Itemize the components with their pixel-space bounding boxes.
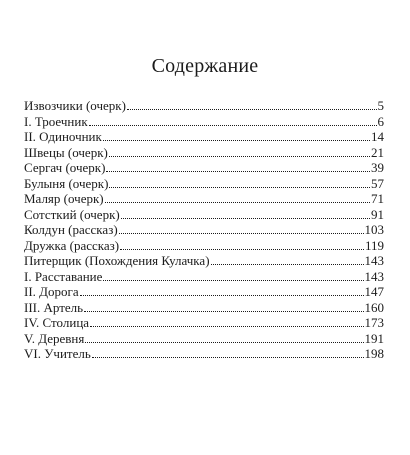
toc-entry-page: 14 — [371, 129, 384, 144]
dot-leader — [90, 326, 363, 327]
dot-leader — [105, 202, 370, 203]
dot-leader — [92, 357, 364, 358]
toc-entry-page: 143 — [364, 253, 384, 268]
toc-entry-page: 57 — [371, 175, 384, 191]
toc-entry-page: 147 — [364, 284, 384, 299]
toc-entry-page: 160 — [364, 299, 384, 315]
toc-entry — [24, 129, 384, 145]
toc-entry-page: 71 — [371, 191, 384, 206]
toc-entry-title: I. Расставание — [24, 268, 103, 284]
toc-entry-title: III. Артель — [24, 299, 84, 315]
toc-entry — [24, 331, 384, 347]
dot-leader — [89, 125, 377, 126]
toc-entry-title: Швецы (очерк) — [24, 144, 108, 160]
dot-leader — [103, 280, 363, 281]
dot-leader — [84, 311, 363, 312]
toc-entry — [24, 176, 384, 192]
toc-entry-title: Булыня (очерк) — [24, 175, 109, 191]
dot-leader — [119, 233, 364, 234]
dot-leader — [121, 218, 370, 219]
toc-entry-page: 143 — [364, 268, 384, 284]
toc-entry — [24, 145, 384, 161]
toc-entry-page: 119 — [364, 237, 384, 253]
toc-entry — [24, 253, 384, 269]
toc-entry — [24, 222, 384, 238]
toc-entry — [24, 284, 384, 300]
toc-entry-page: 6 — [377, 113, 384, 129]
toc-entry-page: 191 — [364, 330, 384, 346]
toc-entry-title: I. Троечник — [24, 113, 88, 129]
toc-entry-page: 21 — [371, 144, 384, 160]
toc-entry-page: 91 — [371, 206, 384, 222]
toc-entry — [24, 238, 384, 254]
toc-entry-title: Дружка (рассказ) — [24, 237, 120, 253]
toc-entry-title: Сотсткий (очерк) — [24, 206, 120, 222]
toc-entry — [24, 315, 384, 331]
dot-leader — [109, 156, 370, 157]
toc-entry-title: Питерщик (Похождения Кулачка) — [24, 253, 210, 268]
dot-leader — [109, 187, 370, 188]
toc-entry-title: II. Дорога — [24, 284, 79, 299]
toc-entry — [24, 207, 384, 223]
toc-entry-title: Колдун (рассказ) — [24, 222, 118, 237]
dot-leader — [211, 264, 364, 265]
dot-leader — [120, 249, 364, 250]
toc-entry-page: 198 — [364, 346, 384, 361]
page-title: Содержание — [151, 55, 259, 77]
toc-entry-page: 173 — [364, 315, 384, 330]
toc-entry — [24, 160, 384, 176]
dot-leader — [106, 171, 370, 172]
toc-entry-title: Извозчики (очерк) — [24, 98, 126, 113]
dot-leader — [80, 295, 364, 296]
toc-entry-title: Сергач (очерк) — [24, 160, 106, 175]
toc-entry-title: V. Деревня — [24, 330, 85, 346]
table-of-contents — [24, 98, 384, 362]
toc-entry-page: 103 — [364, 222, 384, 237]
dot-leader — [103, 140, 370, 141]
toc-entry-title: Маляр (очерк) — [24, 191, 104, 206]
dot-leader — [85, 342, 363, 343]
toc-entry — [24, 300, 384, 316]
toc-entry — [24, 98, 384, 114]
toc-entry-page: 39 — [371, 160, 384, 175]
toc-entry-title: VI. Учитель — [24, 346, 91, 361]
toc-entry — [24, 114, 384, 130]
toc-entry — [24, 191, 384, 207]
toc-entry-title: II. Одиночник — [24, 129, 102, 144]
dot-leader — [127, 109, 377, 110]
toc-entry-title: IV. Столица — [24, 315, 90, 330]
toc-entry — [24, 346, 384, 362]
toc-entry-page: 5 — [377, 98, 384, 113]
toc-entry — [24, 269, 384, 285]
